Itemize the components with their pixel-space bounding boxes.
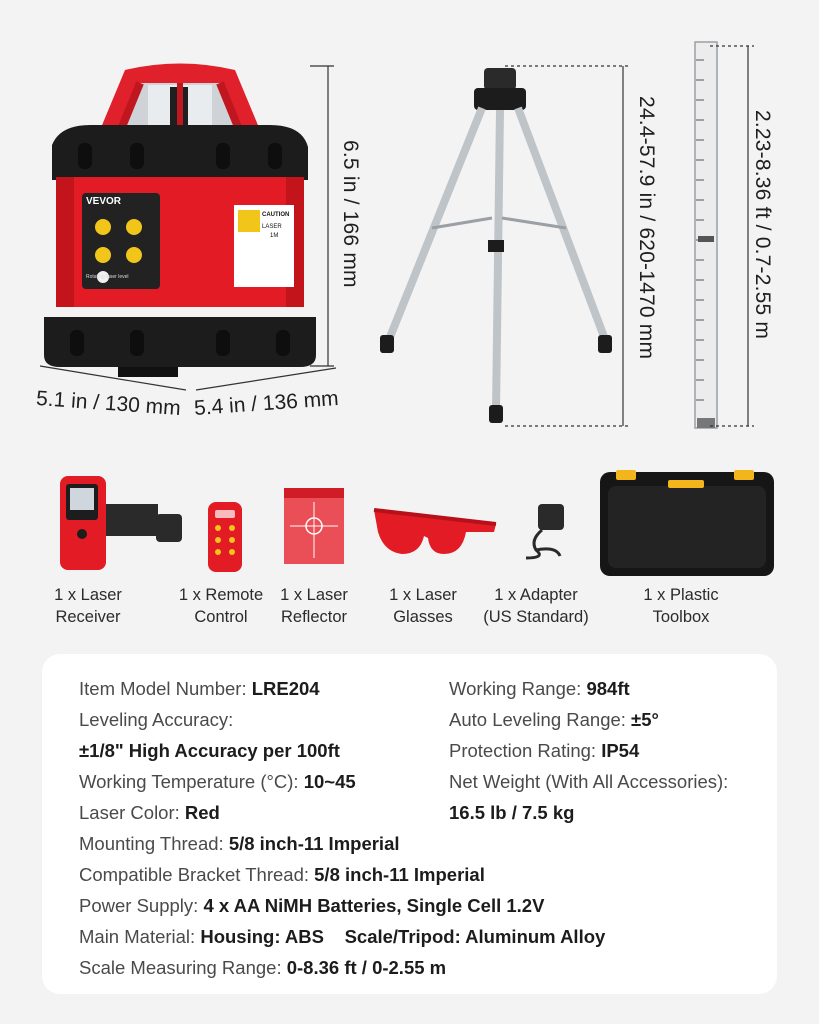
staff-length-label: 2.23-8.36 ft / 0.7-2.55 m [751,110,774,340]
laser-receiver-illustration [56,474,188,574]
laser-reflector-illustration [282,486,346,566]
spec-bracket-thread: Compatible Bracket Thread: 5/8 inch-11 Imperial [79,864,485,885]
tripod-height-label: 24.4-57.9 in / 620-1470 mm [635,96,658,360]
spec-temperature: Working Temperature (°C): 10~45 [79,771,356,792]
laser-depth-label: 5.4 in / 136 mm [193,386,340,421]
laser-height-label: 6.5 in / 166 mm [339,140,362,288]
plastic-toolbox-illustration [598,466,776,578]
spec-model: Item Model Number: LRE204 [79,678,320,699]
spec-accuracy-value: ±1/8" High Accuracy per 100ft [79,740,340,761]
warning-title: CAUTION [262,212,290,218]
device-caption: Rotating laser level [86,274,129,280]
device-brand: VEVOR [86,196,122,207]
warning-line2: 1M [270,233,279,239]
laser-width-label: 5.1 in / 130 mm [35,386,182,421]
accessory-glasses-label: 1 x Laser Glasses [389,586,457,626]
spec-weight-label: Net Weight (With All Accessories): [449,771,729,792]
spec-mounting-thread: Mounting Thread: 5/8 inch-11 Imperial [79,833,400,854]
spec-accuracy-label: Leveling Accuracy: [79,709,234,730]
spec-working-range: Working Range: 984ft [449,678,630,699]
accessory-toolbox-label: 1 x Plastic Toolbox [643,586,719,626]
spec-main-material: Main Material: Housing: ABS Scale/Tripod: Aluminum Alloy [79,926,606,947]
tripod-height-dim-line [495,60,635,432]
laser-level-illustration [30,55,330,385]
accessory-adapter-label: 1 x Adapter (US Standard) [483,586,589,626]
remote-control-illustration [206,500,244,574]
accessory-remote-label: 1 x Remote Control [178,586,264,626]
spec-scale-range: Scale Measuring Range: 0-8.36 ft / 0-2.55 m [79,957,447,978]
laser-height-dim-line [300,60,340,370]
spec-auto-leveling: Auto Leveling Range: ±5° [449,709,659,730]
laser-glasses-illustration [370,502,500,562]
spec-power-supply: Power Supply: 4 x AA NiMH Batteries, Single Cell 1.2V [79,895,545,916]
spec-laser-color: Laser Color: Red [79,802,220,823]
warning-line1: LASER [262,224,282,230]
spec-weight-value: 16.5 lb / 7.5 kg [449,802,575,823]
accessory-reflector-label: 1 x Laser Reflector [280,586,348,626]
power-adapter-illustration [516,500,572,562]
spec-protection: Protection Rating: IP54 [449,740,640,761]
accessory-receiver-label: 1 x Laser Receiver [54,586,122,626]
